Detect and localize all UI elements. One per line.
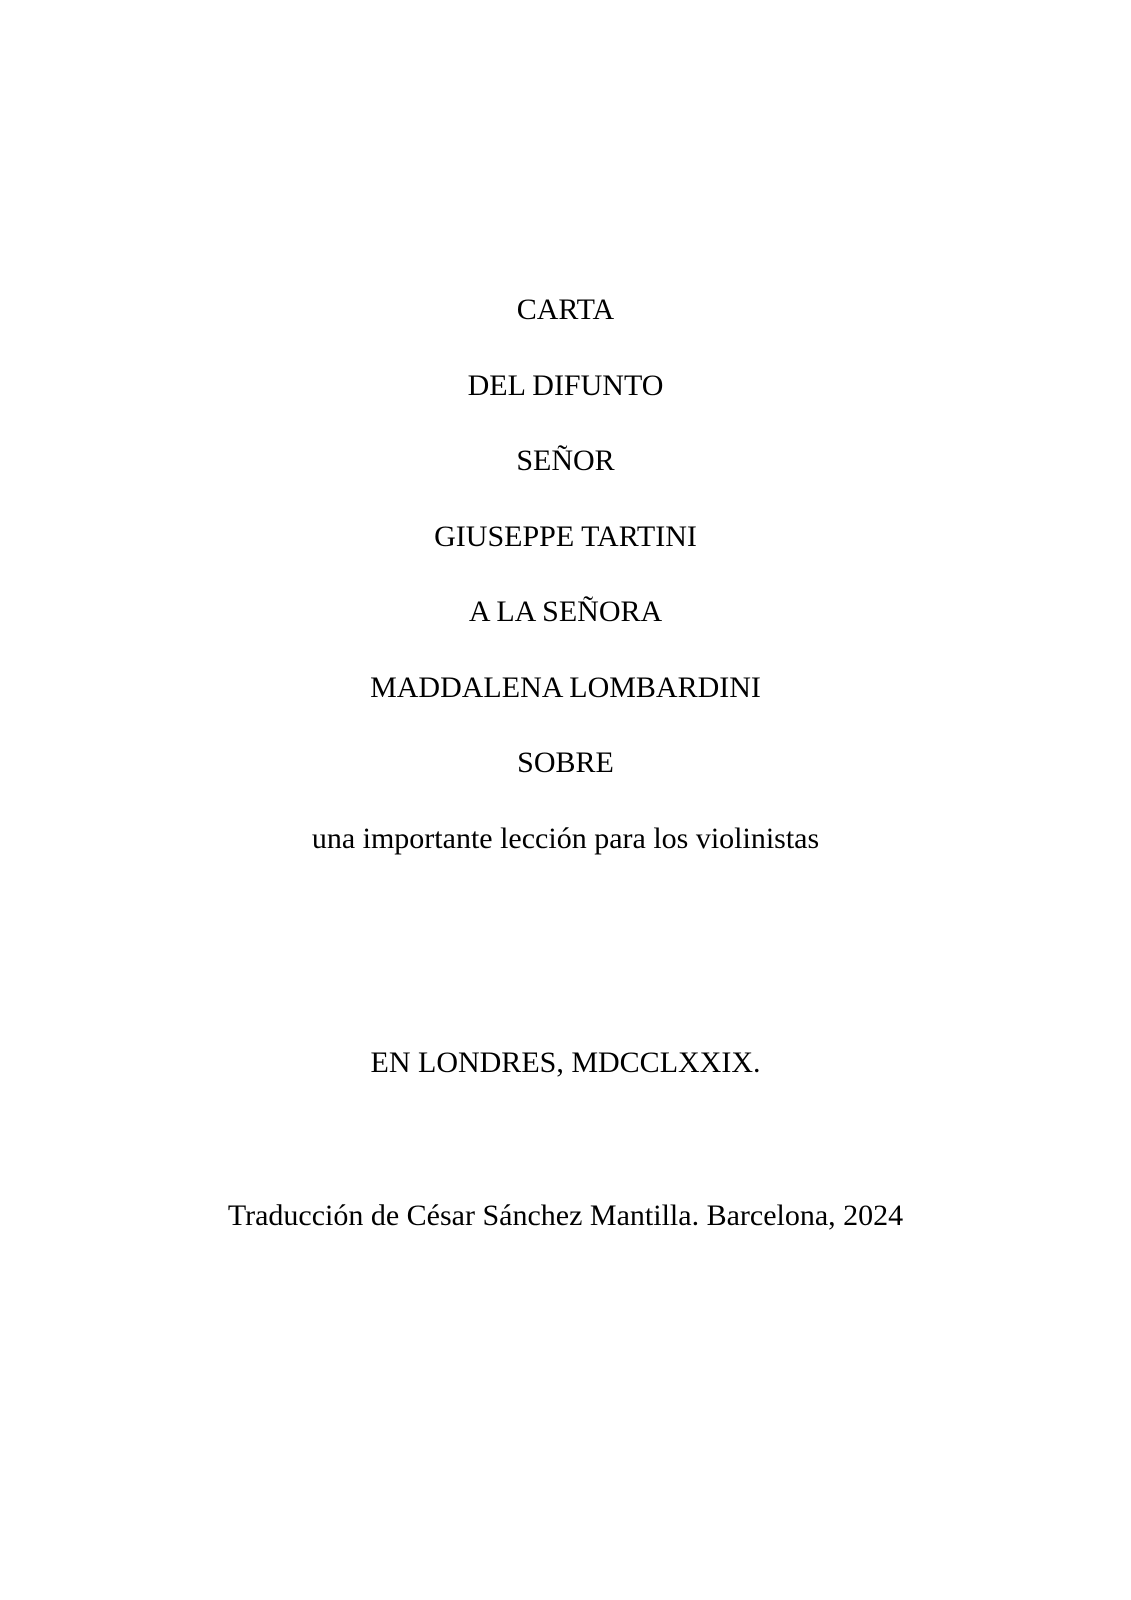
title-line-sobre: SOBRE (517, 746, 614, 779)
title-line-carta: CARTA (516, 293, 615, 326)
translation-credit: Traducción de César Sánchez Mantilla. Barcelona, 2024 (227, 1199, 904, 1232)
imprint-line: EN LONDRES, MDCCLXXIX. (370, 1046, 761, 1079)
title-line-subject: una importante lección para los violinistas (311, 822, 820, 855)
title-line-recipient: MADDALENA LOMBARDINI (370, 671, 761, 704)
title-line-author: GIUSEPPE TARTINI (434, 520, 697, 553)
title-line-a-la-senora: A LA SEÑORA (468, 595, 663, 628)
title-line-del-difunto: DEL DIFUNTO (467, 369, 664, 402)
title-line-senor: SEÑOR (516, 444, 615, 477)
